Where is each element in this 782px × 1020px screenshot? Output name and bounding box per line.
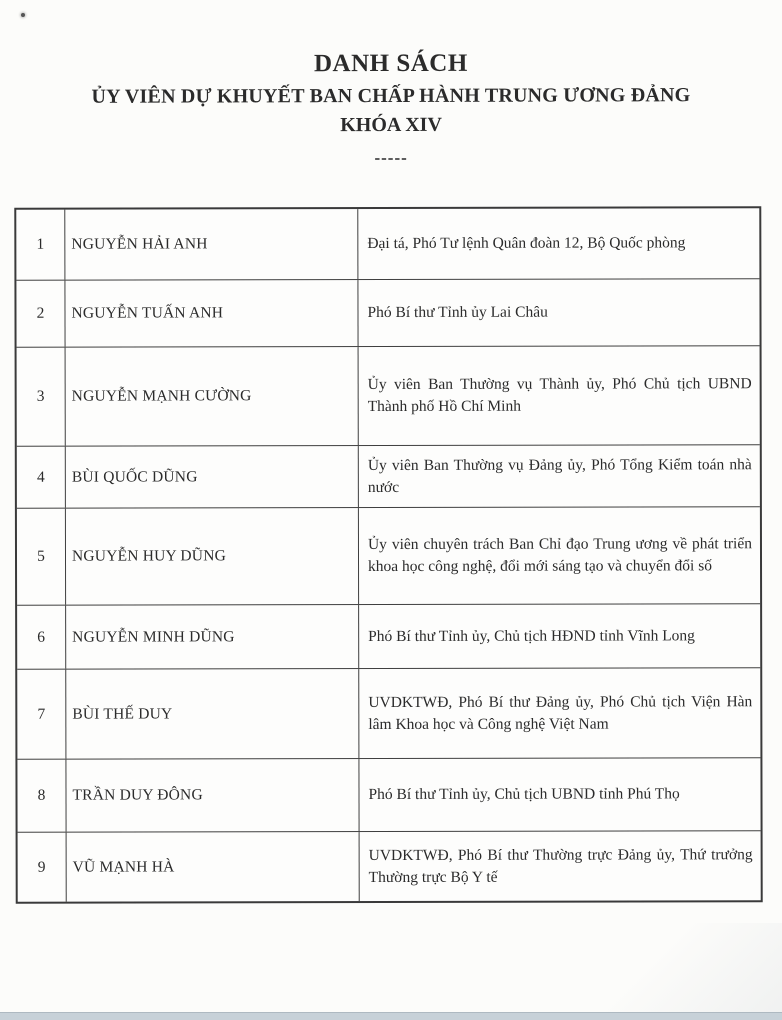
row-number: 8: [37, 786, 46, 804]
table-row: [17, 506, 760, 605]
member-name: NGUYỄN HẢI ANH: [64, 209, 358, 280]
table-row: [17, 603, 760, 669]
member-position-text: Ủy viên Ban Thường vụ Đảng ủy, Phó Tổng Kiểm toán nhà nước: [367, 455, 752, 496]
member-position: [359, 346, 760, 445]
member-name: NGUYỄN MẠNH CƯỜNG: [65, 347, 359, 446]
member-name: NGUYỄN MINH DŨNG: [65, 605, 359, 669]
table-row: [17, 757, 760, 832]
scan-artifact-dot: [21, 13, 25, 17]
member-position-text: Phó Bí thư Tỉnh ủy Lai Châu: [367, 303, 548, 322]
row-number: 9: [37, 858, 46, 876]
member-name: BÙI QUỐC DŨNG: [65, 446, 359, 508]
member-position-text: Ủy viên Ban Thường vụ Thành ủy, Phó Chủ tịch UBND Thành phố Hồ Chí Minh: [367, 375, 752, 416]
table-row: [17, 667, 760, 759]
table-row: [18, 830, 761, 902]
member-position-text: UVDKTWĐ, Phó Bí thư Thường trực Đảng ủy, Thứ trưởng Thường trực Bộ Y tế: [368, 845, 753, 886]
table-row: [17, 444, 760, 508]
member-name: TRẦN DUY ĐÔNG: [65, 759, 359, 832]
document-title: DANH SÁCH: [313, 49, 468, 78]
member-name: VŨ MẠNH HÀ: [66, 832, 360, 902]
member-position-text: Đại tá, Phó Tư lệnh Quân đoàn 12, Bộ Quốc phòng: [367, 234, 686, 253]
members-table: [14, 206, 762, 904]
document-header: [0, 47, 782, 169]
member-position-text: Phó Bí thư Tỉnh ủy, Chủ tịch HĐND tỉnh Vĩnh Long: [368, 626, 695, 645]
member-position: [359, 758, 760, 831]
header-divider: -----: [374, 148, 408, 168]
member-position-text: Ủy viên chuyên trách Ban Chỉ đạo Trung ương về phát triển khoa học công nghệ, đổi mới sáng tạo và chuyển đổi số: [367, 535, 752, 576]
row-number: 4: [36, 468, 45, 486]
table-row: [17, 345, 760, 446]
table-row: [16, 208, 759, 280]
row-number: 1: [36, 235, 45, 253]
row-number: 3: [36, 387, 45, 405]
member-position-text: Phó Bí thư Tỉnh ủy, Chủ tịch UBND tỉnh Phú Thọ: [368, 785, 680, 804]
member-position: [358, 208, 759, 279]
member-name: NGUYỄN HUY DŨNG: [65, 508, 359, 605]
member-position: [359, 507, 760, 604]
scan-shadow: [562, 923, 782, 1013]
row-number: 2: [36, 304, 45, 322]
member-position: [359, 604, 760, 668]
member-name: NGUYỄN TUẤN ANH: [64, 280, 358, 347]
row-number: 5: [37, 547, 45, 565]
member-position: [360, 831, 761, 901]
member-position: [359, 668, 760, 758]
row-number: 7: [37, 705, 46, 723]
table-row: [16, 278, 759, 347]
document-term: KHÓA XIV: [340, 114, 442, 137]
member-position-text: UVDKTWĐ, Phó Bí thư Đảng ủy, Phó Chủ tịch Viện Hàn lâm Khoa học và Công nghệ Việt Nam: [368, 692, 753, 733]
bottom-edge-bar: [0, 1012, 782, 1020]
member-position: [358, 279, 759, 346]
document-subtitle: ỦY VIÊN DỰ KHUYẾT BAN CHẤP HÀNH TRUNG ƯƠNG ĐẢNG: [91, 84, 691, 109]
row-number: 6: [37, 628, 46, 646]
member-name: BÙI THẾ DUY: [65, 669, 359, 759]
member-position: [359, 445, 760, 507]
